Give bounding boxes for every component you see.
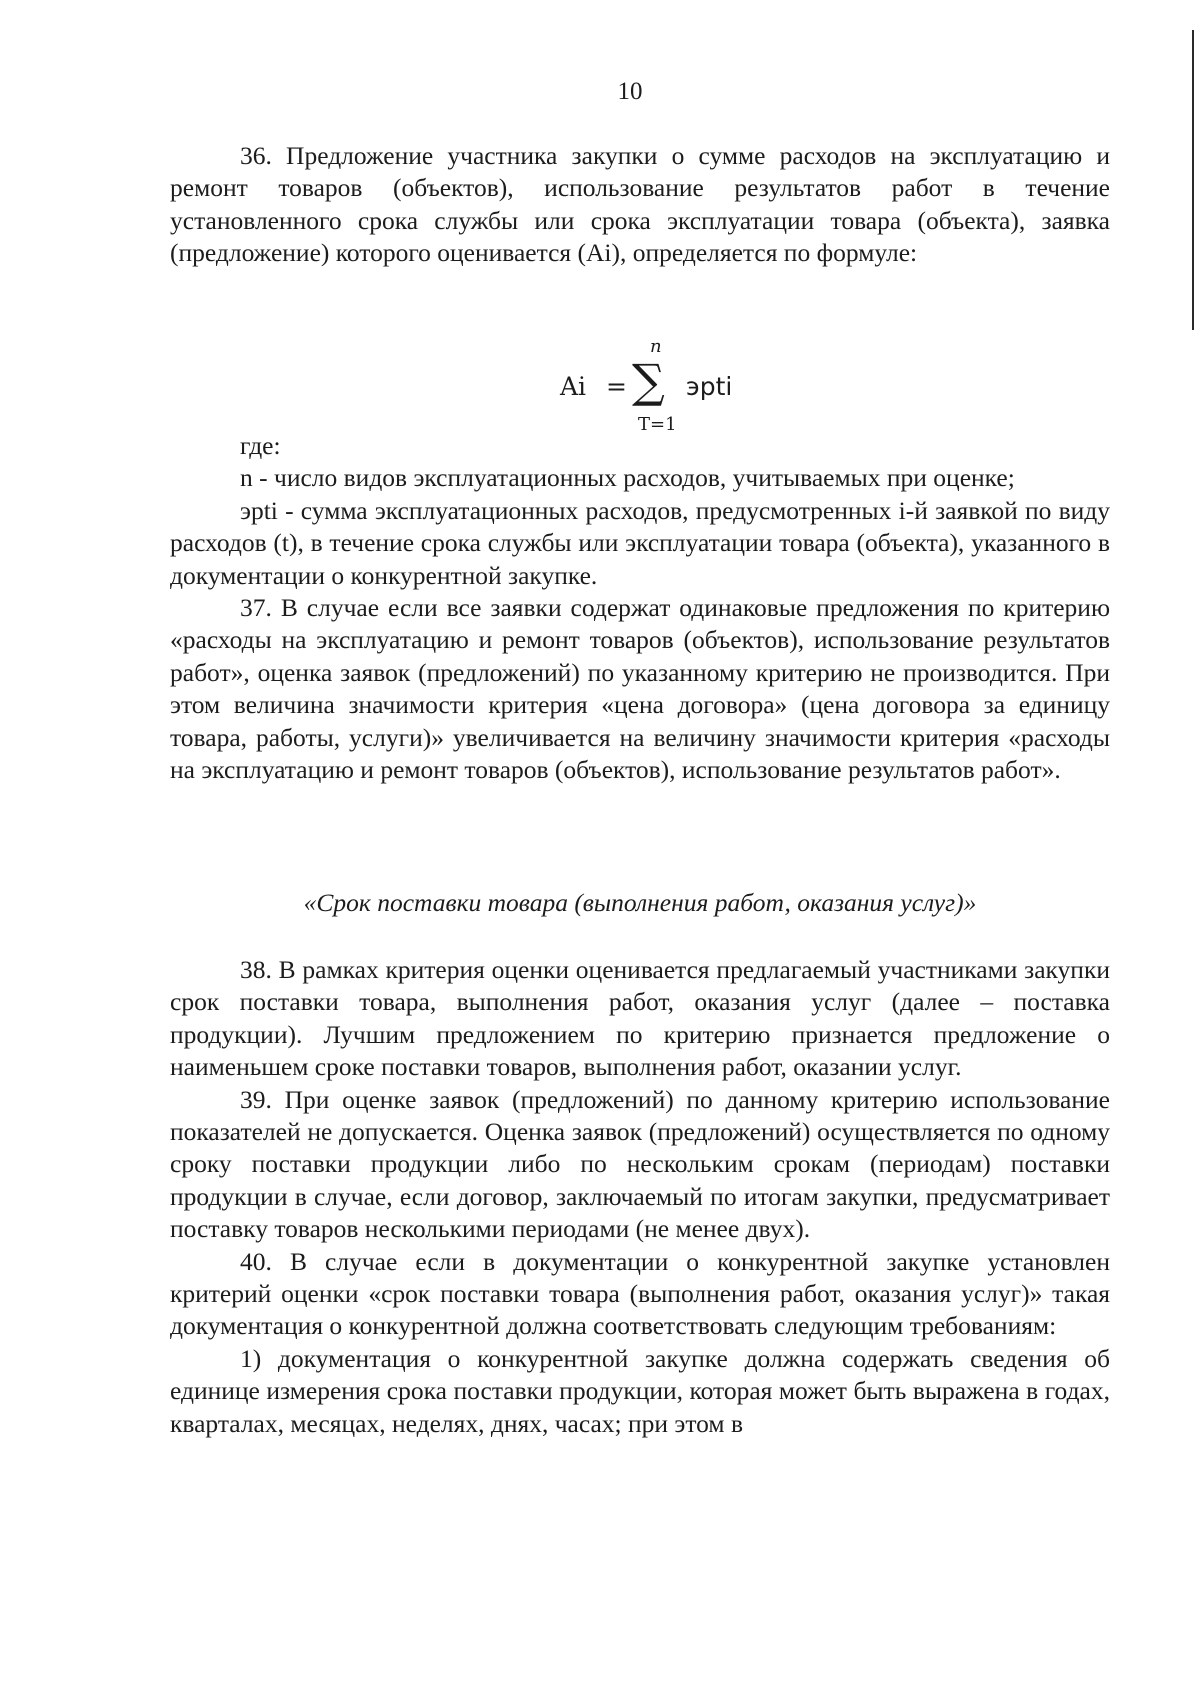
paragraph-40: 40. В случае если в документации о конкурентной закупке установлен критерий оценки «срок поставки товара (выполнения работ, оказания услуг)» такая документация о конкурентной должна соответствовать следующим требованиям: (170, 1246, 1110, 1341)
section-block-2 (170, 430, 1110, 786)
section-heading: «Срок поставки товара (выполнения работ, оказания услуг)» (303, 888, 977, 917)
formula-rhs: эpti (686, 372, 733, 401)
formula-lhs: Ai (560, 372, 587, 401)
paragraph-37: 37. В случае если все заявки содержат одинаковые предложения по критерию «расходы на эксплуатацию и ремонт товаров (объектов), использование результатов работ», оценка заявок (предложений) по указанному критерию не производится. При этом величина значимости критерия «цена договора» (цена договора за единицу товара, работы, услуги)» увеличивается на величину значимости критерия «расходы на эксплуатацию и ремонт товаров (объектов), использование результатов работ». (170, 593, 1110, 785)
section-block-3 (170, 954, 1110, 1440)
formula-upper-limit: n (650, 336, 662, 357)
sum-formula (560, 336, 760, 436)
where-label: где: (240, 431, 281, 460)
formula-lower-limit: T=1 (638, 414, 677, 435)
formula-equals: = (606, 372, 627, 401)
paragraph-36: 36. Предложение участника закупки о сумме расходов на эксплуатацию и ремонт товаров (объектов), использование результатов работ в течение установленного срока службы или срока эксплуатации товара (объекта), заявка (предложение) которого оценивается (Ai), определяется по формуле: (170, 141, 1110, 268)
scan-edge-line (1192, 30, 1194, 330)
paragraph-39: 39. При оценке заявок (предложений) по данному критерию использование показателей не допускается. Оценка заявок (предложений) осуществляется по одному сроку поставки продукции либо по нескольким срокам (периодам) поставки продукции в случае, если договор, заключаемый по итогам закупки, предусматривает поставку товаров несколькими периодами (не менее двух). (170, 1084, 1110, 1244)
sigma-symbol: ∑ (632, 354, 665, 408)
paragraph-40-item-1: 1) документация о конкурентной закупке должна содержать сведения об единице измерения срока поставки продукции, которая может быть выражена в годах, кварталах, месяцах, неделях, днях, часах; при этом в (170, 1343, 1110, 1438)
page-number: 10 (617, 78, 643, 105)
definition-epti: эpti - сумма эксплуатационных расходов, предусмотренных i-й заявкой по виду расходов (t), в течение срока службы или эксплуатации товара (объекта), указанного в документации о конкурентной закупке. (170, 495, 1110, 590)
paragraph-38: 38. В рамках критерия оценки оценивается предлагаемый участниками закупки срок поставки товара, выполнения работ, оказания услуг (далее – поставка продукции). Лучшим предложением по критерию признается предложение о наименьшем сроке поставки товаров, выполнения работ, оказании услуг. (170, 955, 1110, 1082)
section-block-1 (170, 140, 1110, 270)
definition-n: n - число видов эксплуатационных расходов, учитываемых при оценке; (240, 463, 1015, 493)
